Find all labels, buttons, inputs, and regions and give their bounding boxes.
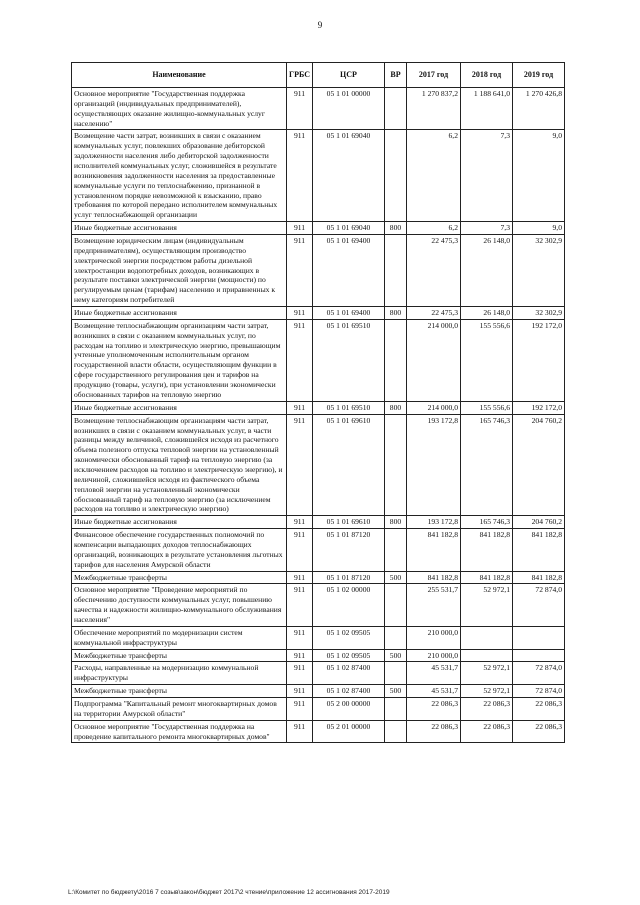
- table-row: [72, 401, 565, 414]
- cell-2019: 72 874,0: [513, 685, 565, 698]
- cell-2019: 204 760,2: [513, 516, 565, 529]
- cell-vr: [385, 584, 407, 626]
- cell-2018: [461, 626, 513, 649]
- cell-name: Финансовое обеспечение государственных полномочий по компенсации выпадающих доходов теплоснабжающих организаций, возникающих в результате установления льготных тарифов для населения Амурской области: [72, 529, 287, 571]
- cell-2019: 192 172,0: [513, 319, 565, 401]
- cell-2017: 193 172,8: [407, 414, 461, 516]
- cell-vr: 800: [385, 401, 407, 414]
- cell-csr: 05 1 01 69610: [313, 516, 385, 529]
- cell-csr: 05 1 01 69510: [313, 401, 385, 414]
- header-name: Наименование: [72, 63, 287, 88]
- cell-name: Иные бюджетные ассигнования: [72, 401, 287, 414]
- cell-csr: 05 1 01 87120: [313, 529, 385, 571]
- cell-grbs: 911: [287, 88, 313, 130]
- cell-csr: 05 1 01 69510: [313, 319, 385, 401]
- budget-table: [71, 62, 565, 743]
- cell-name: Возмещение юридическим лицам (индивидуальным предпринимателям), осуществляющим производство электрической энергии посредством работы дизельной электростанции водопотребных доходов, возникающих в результате поставки электрической энергии (мощности) по регулируемым ценам (тарифам) населению и приравненных к нему категориям потребителей: [72, 235, 287, 307]
- cell-vr: 800: [385, 307, 407, 320]
- cell-2018: 7,3: [461, 222, 513, 235]
- cell-csr: 05 2 00 00000: [313, 697, 385, 720]
- cell-csr: 05 1 02 09505: [313, 626, 385, 649]
- cell-grbs: 911: [287, 584, 313, 626]
- cell-2018: [461, 649, 513, 662]
- cell-2018: 841 182,8: [461, 571, 513, 584]
- cell-grbs: 911: [287, 307, 313, 320]
- cell-name: Иные бюджетные ассигнования: [72, 307, 287, 320]
- cell-vr: [385, 235, 407, 307]
- cell-2017: 22 475,3: [407, 307, 461, 320]
- cell-name: Возмещение теплоснабжающим организациям части затрат, возникших в связи с оказанием коммунальных услуг, по расходам на топливо и электрическую энергию, превышающим учтенные уполномоченным исполнительным органом государственной власти области, осуществляющим функции в сфере государственного регулирования цен и тарифов на продукцию (товары, услуги), при установлении экономически обоснованных тарифов на тепловую энергию: [72, 319, 287, 401]
- table-row: [72, 414, 565, 516]
- cell-csr: 05 1 01 00000: [313, 88, 385, 130]
- cell-vr: [385, 319, 407, 401]
- cell-grbs: 911: [287, 414, 313, 516]
- cell-vr: [385, 130, 407, 222]
- cell-csr: 05 1 02 87400: [313, 662, 385, 685]
- cell-2017: 214 000,0: [407, 401, 461, 414]
- cell-2018: 26 148,0: [461, 235, 513, 307]
- cell-name: Возмещение части затрат, возникших в связи с оказанием коммунальных услуг, повлекших образование дебиторской задолженности населения либо дебиторской задолженности исполнителей коммунальных услуг, сложившейся в результате возникновения задолженности населения за предоставленные коммунальные услуги по теплоснабжению, признанной в установленном порядке невозможной к взысканию, право требования по которой передано исполнителем коммунальных услуг теплоснабжающей организации: [72, 130, 287, 222]
- cell-2019: 841 182,8: [513, 571, 565, 584]
- cell-csr: 05 1 02 00000: [313, 584, 385, 626]
- cell-vr: [385, 414, 407, 516]
- cell-csr: 05 1 02 87400: [313, 685, 385, 698]
- cell-2018: 52 972,1: [461, 662, 513, 685]
- table-body: [72, 88, 565, 743]
- cell-name: Возмещение теплоснабжающим организациям части затрат, возникших в связи с оказанием коммунальных услуг, в части разницы между величиной, сложившейся исходя из расчетного объема полезного отпуска тепловой энергии на установленный экономически обоснованный тариф на тепловую энергию (за исключением расходов на топливо и электрическую энергию), и величиной, сложившейся исходя из фактического объема тепловой энергии на установленный экономически обоснованный тариф на тепловую энергию (за исключением расходов на топливо и электрическую энергию): [72, 414, 287, 516]
- table-row: [72, 571, 565, 584]
- cell-2017: 1 270 837,2: [407, 88, 461, 130]
- table-row: [72, 88, 565, 130]
- header-grbs: ГРБС: [287, 63, 313, 88]
- cell-2018: 155 556,6: [461, 401, 513, 414]
- cell-name: Межбюджетные трансферты: [72, 685, 287, 698]
- cell-2018: 52 972,1: [461, 685, 513, 698]
- cell-grbs: 911: [287, 649, 313, 662]
- header-2019: 2019 год: [513, 63, 565, 88]
- table-row: [72, 319, 565, 401]
- cell-name: Основное мероприятие "Государственная поддержка на проведение капитального ремонта многоквартирных домов": [72, 720, 287, 743]
- cell-2019: 22 086,3: [513, 720, 565, 743]
- cell-vr: 500: [385, 685, 407, 698]
- cell-vr: 800: [385, 222, 407, 235]
- cell-grbs: 911: [287, 319, 313, 401]
- table-row: [72, 307, 565, 320]
- cell-grbs: 911: [287, 685, 313, 698]
- cell-2019: 9,0: [513, 130, 565, 222]
- cell-vr: 500: [385, 649, 407, 662]
- cell-grbs: 911: [287, 516, 313, 529]
- cell-2017: 45 531,7: [407, 662, 461, 685]
- cell-csr: 05 1 01 69040: [313, 130, 385, 222]
- table-row: [72, 529, 565, 571]
- cell-vr: 500: [385, 571, 407, 584]
- cell-vr: [385, 697, 407, 720]
- cell-grbs: 911: [287, 571, 313, 584]
- cell-2019: 22 086,3: [513, 697, 565, 720]
- table-row: [72, 584, 565, 626]
- table-row: [72, 130, 565, 222]
- cell-name: Иные бюджетные ассигнования: [72, 516, 287, 529]
- cell-2018: 7,3: [461, 130, 513, 222]
- cell-vr: 800: [385, 516, 407, 529]
- cell-2017: 193 172,8: [407, 516, 461, 529]
- cell-vr: [385, 529, 407, 571]
- cell-2018: 22 086,3: [461, 720, 513, 743]
- cell-grbs: 911: [287, 235, 313, 307]
- table-row: [72, 649, 565, 662]
- cell-csr: 05 1 01 69400: [313, 307, 385, 320]
- cell-2017: 45 531,7: [407, 685, 461, 698]
- cell-2019: 841 182,8: [513, 529, 565, 571]
- table-row: [72, 685, 565, 698]
- cell-2017: 210 000,0: [407, 649, 461, 662]
- cell-grbs: 911: [287, 662, 313, 685]
- header-2018: 2018 год: [461, 63, 513, 88]
- cell-name: Подпрограмма "Капитальный ремонт многоквартирных домов на территории Амурской области": [72, 697, 287, 720]
- cell-2019: 32 302,9: [513, 307, 565, 320]
- cell-2018: 165 746,3: [461, 516, 513, 529]
- cell-name: Основное мероприятие "Государственная поддержка организаций (индивидуальных предпринимателей), осуществляющих оказание жилищно-коммунальных услуг населению": [72, 88, 287, 130]
- cell-2018: 155 556,6: [461, 319, 513, 401]
- cell-csr: 05 1 01 69040: [313, 222, 385, 235]
- cell-csr: 05 2 01 00000: [313, 720, 385, 743]
- cell-name: Обеспечение мероприятий по модернизации систем коммунальной инфраструктуры: [72, 626, 287, 649]
- cell-2017: 6,2: [407, 222, 461, 235]
- cell-name: Иные бюджетные ассигнования: [72, 222, 287, 235]
- cell-vr: [385, 662, 407, 685]
- cell-name: Основное мероприятие "Проведение мероприятий по обеспечению доступности коммунальных услуг, повышению качества и надежности жилищно-коммунального обслуживания населения": [72, 584, 287, 626]
- table-row: [72, 697, 565, 720]
- cell-grbs: 911: [287, 697, 313, 720]
- cell-2019: 9,0: [513, 222, 565, 235]
- page-number: 9: [317, 20, 323, 30]
- cell-2017: 22 475,3: [407, 235, 461, 307]
- cell-2018: 52 972,1: [461, 584, 513, 626]
- table-row: [72, 626, 565, 649]
- header-2017: 2017 год: [407, 63, 461, 88]
- cell-grbs: 911: [287, 130, 313, 222]
- cell-csr: 05 1 01 69400: [313, 235, 385, 307]
- cell-2017: 841 182,8: [407, 571, 461, 584]
- cell-vr: [385, 626, 407, 649]
- cell-grbs: 911: [287, 626, 313, 649]
- cell-2017: 22 086,3: [407, 697, 461, 720]
- header-vr: ВР: [385, 63, 407, 88]
- cell-2019: 72 874,0: [513, 584, 565, 626]
- cell-2017: 214 000,0: [407, 319, 461, 401]
- cell-csr: 05 1 01 87120: [313, 571, 385, 584]
- cell-2017: 255 531,7: [407, 584, 461, 626]
- cell-2019: 32 302,9: [513, 235, 565, 307]
- cell-csr: 05 1 02 09505: [313, 649, 385, 662]
- cell-2018: 841 182,8: [461, 529, 513, 571]
- cell-2017: 210 000,0: [407, 626, 461, 649]
- file-path-footer: L:\Комитет по бюджету\2016 7 созыв\закон\бюджет 2017\2 чтение\приложение 12 ассигнования 2017-2019: [68, 889, 390, 896]
- cell-name: Расходы, направленные на модернизацию коммунальной инфраструктуры: [72, 662, 287, 685]
- table-header: [72, 63, 565, 88]
- cell-2018: 165 746,3: [461, 414, 513, 516]
- table-row: [72, 720, 565, 743]
- cell-2019: 192 172,0: [513, 401, 565, 414]
- header-csr: ЦСР: [313, 63, 385, 88]
- cell-2019: 72 874,0: [513, 662, 565, 685]
- cell-2019: [513, 649, 565, 662]
- table-row: [72, 516, 565, 529]
- cell-grbs: 911: [287, 222, 313, 235]
- cell-2019: 204 760,2: [513, 414, 565, 516]
- cell-name: Межбюджетные трансферты: [72, 571, 287, 584]
- cell-csr: 05 1 01 69610: [313, 414, 385, 516]
- table-row: [72, 662, 565, 685]
- cell-grbs: 911: [287, 401, 313, 414]
- cell-2018: 26 148,0: [461, 307, 513, 320]
- cell-vr: [385, 88, 407, 130]
- cell-2017: 6,2: [407, 130, 461, 222]
- cell-2017: 22 086,3: [407, 720, 461, 743]
- cell-2019: [513, 626, 565, 649]
- cell-grbs: 911: [287, 720, 313, 743]
- cell-name: Межбюджетные трансферты: [72, 649, 287, 662]
- cell-2018: 1 188 641,0: [461, 88, 513, 130]
- cell-vr: [385, 720, 407, 743]
- table-row: [72, 235, 565, 307]
- cell-2017: 841 182,8: [407, 529, 461, 571]
- table-row: [72, 222, 565, 235]
- cell-2018: 22 086,3: [461, 697, 513, 720]
- cell-grbs: 911: [287, 529, 313, 571]
- cell-2019: 1 270 426,8: [513, 88, 565, 130]
